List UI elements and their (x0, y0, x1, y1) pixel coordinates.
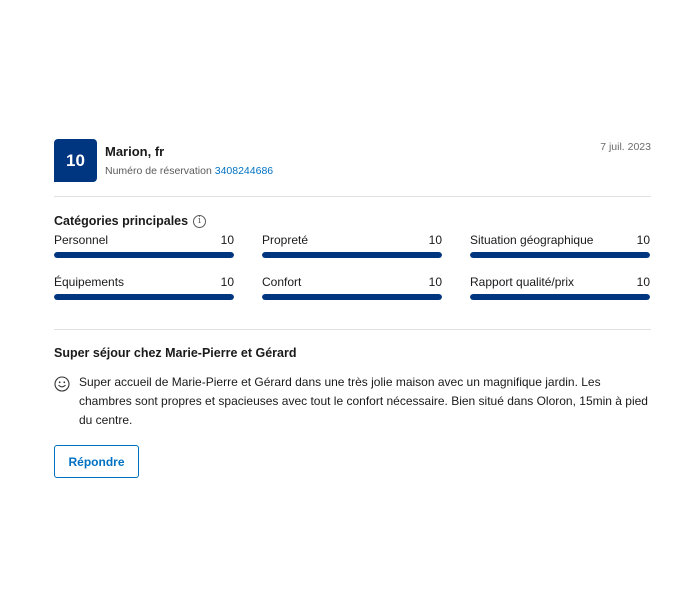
category-label: Équipements (54, 275, 125, 289)
category-bar (262, 252, 442, 258)
category-bar-fill (54, 252, 234, 258)
review-date: 7 juil. 2023 (600, 141, 651, 153)
category-bar (54, 294, 234, 300)
category-score: 10 (220, 233, 234, 247)
booking-label: Numéro de réservation (105, 165, 212, 177)
category-score: 10 (428, 275, 442, 289)
smiley-icon (54, 376, 70, 392)
booking-number-link[interactable]: 3408244686 (214, 165, 274, 177)
categories-heading (54, 214, 651, 228)
divider (54, 196, 651, 197)
category-item (470, 233, 650, 275)
review-body (54, 375, 651, 430)
category-score: 10 (428, 233, 442, 247)
score-badge: 10 (54, 139, 97, 182)
reviewer-name: Marion, fr (105, 144, 165, 159)
review-header (54, 139, 651, 182)
reply-button[interactable]: Répondre (54, 445, 139, 478)
category-item (54, 275, 234, 317)
category-score: 10 (636, 275, 650, 289)
category-item (262, 233, 442, 275)
category-item (262, 275, 442, 317)
category-score: 10 (636, 233, 650, 247)
category-label: Rapport qualité/prix (470, 275, 575, 289)
category-label: Propreté (262, 233, 309, 247)
category-bar (470, 294, 650, 300)
booking-line (105, 165, 273, 177)
review-card (54, 139, 651, 478)
category-score: 10 (220, 275, 234, 289)
category-bar-fill (54, 294, 234, 300)
info-icon[interactable]: i (193, 215, 206, 228)
category-label: Confort (262, 275, 302, 289)
category-label: Personnel (54, 233, 109, 247)
category-bar (54, 252, 234, 258)
divider (54, 329, 651, 330)
category-bar (470, 252, 650, 258)
review-title: Super séjour chez Marie-Pierre et Gérard (54, 346, 297, 360)
category-item (54, 233, 234, 275)
category-label: Situation géographique (470, 233, 594, 247)
category-bar-fill (470, 252, 650, 258)
categories-grid (54, 233, 651, 317)
category-bar (262, 294, 442, 300)
category-bar-fill (470, 294, 650, 300)
category-item (470, 275, 650, 317)
review-positive-text: Super accueil de Marie-Pierre et Gérard dans une très jolie maison avec un magnifique jardin. Les chambres sont propres et spacieuses avec tout le confort nécessaire. Bien situé dans Oloron, 15min à pied du centre. (79, 375, 648, 427)
category-bar-fill (262, 294, 442, 300)
categories-title: Catégories principales (54, 214, 189, 228)
category-bar-fill (262, 252, 442, 258)
